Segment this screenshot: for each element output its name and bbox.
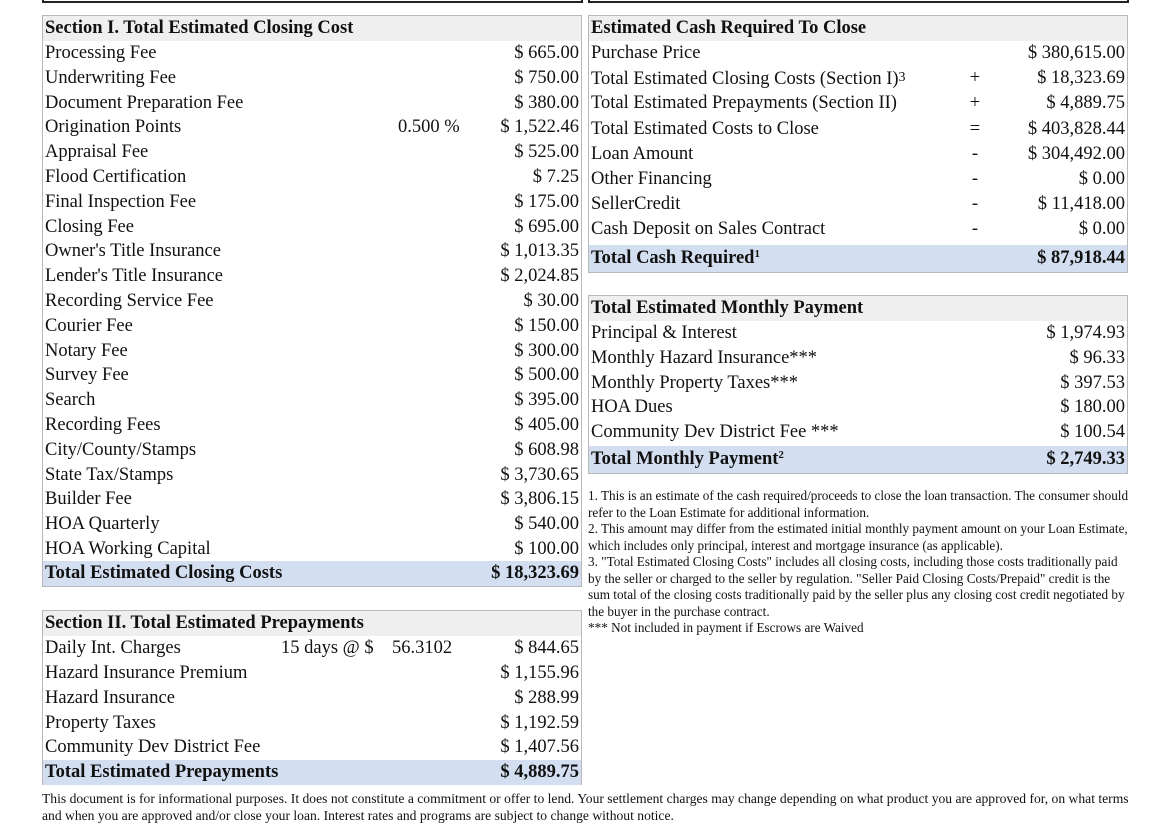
monthly-label: Community Dev District Fee *** xyxy=(591,422,839,443)
cash-total-footnote-ref: 1 xyxy=(754,248,760,260)
monthly-payment-table xyxy=(588,295,1128,474)
cash-label-text: Total Estimated Costs to Close xyxy=(591,118,819,139)
daily-interest-rate: 56.3102 xyxy=(392,638,453,658)
prepayment-amount: $ 1,192.59 xyxy=(500,712,579,733)
monthly-row xyxy=(589,420,1127,445)
cash-row xyxy=(589,192,1127,217)
closing-cost-row xyxy=(43,264,581,289)
section1-closing-cost-table xyxy=(42,15,582,587)
closing-cost-amount: $ 1,522.46 xyxy=(500,117,579,138)
cash-label xyxy=(591,91,897,116)
closing-cost-amount: $ 1,013.35 xyxy=(500,241,579,262)
monthly-row xyxy=(589,371,1127,396)
monthly-amount: $ 96.33 xyxy=(1069,347,1125,368)
closing-cost-row xyxy=(43,91,581,116)
prepayment-amount: $ 288.99 xyxy=(514,687,579,708)
cash-label xyxy=(591,217,825,242)
closing-cost-row xyxy=(43,388,581,413)
closing-cost-amount: $ 30.00 xyxy=(523,291,579,311)
closing-cost-label: Appraisal Fee xyxy=(45,142,149,163)
closing-cost-label: Flood Certification xyxy=(45,167,187,187)
section1-total-amount: $ 18,323.69 xyxy=(491,563,579,583)
prepayment-row xyxy=(43,661,581,686)
closing-cost-amount: $ 2,024.85 xyxy=(500,266,579,287)
cash-total-row xyxy=(589,245,1127,272)
previous-box-right-edge xyxy=(588,0,1129,3)
footnote-3: 3. "Total Estimated Closing Costs" includes all closing costs, including those costs traditionally paid by the seller or charged to the seller by regulation. "Seller Paid Closing Costs/Prepaid" credit is the sum total of the closing costs traditionally paid by the seller plus any closing cost credit negotiated by the buyer in the purchase contract. xyxy=(588,554,1125,619)
closing-cost-label: Courier Fee xyxy=(45,315,133,336)
section2-prepayments-table xyxy=(42,610,582,785)
monthly-header xyxy=(589,296,1127,321)
cash-label-text: Other Financing xyxy=(591,169,712,189)
prepayment-label: Hazard Insurance Premium xyxy=(45,663,248,683)
cash-label-text: Loan Amount xyxy=(591,143,694,164)
cash-amount: $ 0.00 xyxy=(1078,219,1125,240)
prepayment-amount: $ 1,407.56 xyxy=(500,737,579,758)
closing-cost-row xyxy=(43,140,581,165)
cash-row xyxy=(589,142,1127,167)
section2-header xyxy=(43,611,581,636)
monthly-row xyxy=(589,321,1127,346)
cash-label xyxy=(591,142,693,167)
footnote-2: 2. This amount may differ from the estimated initial monthly payment amount on your Loan Estimate, which includes only principal, interest and mortgage insurance (as applicable). xyxy=(588,521,1128,553)
closing-cost-row xyxy=(43,215,581,240)
closing-cost-amount: $ 500.00 xyxy=(514,365,579,386)
closing-cost-row xyxy=(43,41,581,66)
closing-cost-amount: $ 695.00 xyxy=(514,216,579,237)
cash-row xyxy=(589,217,1127,242)
closing-cost-label: Recording Service Fee xyxy=(45,291,214,311)
prepayment-label: Hazard Insurance xyxy=(45,687,175,708)
cash-row xyxy=(589,167,1127,192)
closing-cost-amount: $ 395.00 xyxy=(514,390,579,411)
closing-cost-label: HOA Quarterly xyxy=(45,514,160,535)
closing-cost-label: Origination Points xyxy=(45,117,182,138)
closing-cost-label: Closing Fee xyxy=(45,216,134,237)
section1-header xyxy=(43,16,581,41)
closing-cost-amount: $ 380.00 xyxy=(514,92,579,113)
cash-row xyxy=(589,117,1127,142)
closing-cost-row xyxy=(43,165,581,190)
cash-amount: $ 4,889.75 xyxy=(1046,93,1125,114)
cash-operator: - xyxy=(971,219,979,240)
closing-cost-row xyxy=(43,413,581,438)
monthly-label: Monthly Property Taxes*** xyxy=(591,372,798,393)
monthly-amount: $ 1,974.93 xyxy=(1046,323,1125,343)
closing-cost-label: Final Inspection Fee xyxy=(45,191,197,212)
prepayment-row xyxy=(43,711,581,736)
closing-cost-row xyxy=(43,239,581,264)
closing-cost-amount: $ 525.00 xyxy=(514,142,579,163)
prepayment-row xyxy=(43,686,581,711)
closing-cost-amount: $ 540.00 xyxy=(514,514,579,535)
previous-box-left-edge xyxy=(42,0,583,3)
closing-cost-amount: $ 175.00 xyxy=(514,191,579,212)
section2-total-amount: $ 4,889.75 xyxy=(500,762,579,782)
closing-cost-label: Builder Fee xyxy=(45,489,132,510)
cash-total-amount: $ 87,918.44 xyxy=(1037,248,1125,268)
section2-total-row xyxy=(43,760,581,785)
cash-amount: $ 18,323.69 xyxy=(1037,68,1125,89)
daily-interest-row xyxy=(43,636,581,661)
footnote-1: 1. This is an estimate of the cash required/proceeds to close the loan transaction. The consumer should refer to the Loan Estimate for additional information. xyxy=(588,488,1129,520)
closing-cost-label: Owner's Title Insurance xyxy=(45,241,221,262)
prepayment-amount: $ 1,155.96 xyxy=(500,663,579,683)
monthly-row xyxy=(589,346,1127,371)
daily-interest-amount: $ 844.65 xyxy=(514,638,579,658)
monthly-total-label-text: Total Monthly Payment xyxy=(591,449,779,469)
cash-label-text: SellerCredit xyxy=(591,194,681,215)
cash-title: Estimated Cash Required To Close xyxy=(591,18,867,38)
closing-cost-label: Processing Fee xyxy=(45,43,157,63)
closing-cost-row xyxy=(43,512,581,537)
closing-cost-label: Underwriting Fee xyxy=(45,67,177,88)
monthly-amount: $ 180.00 xyxy=(1060,397,1125,418)
closing-cost-row xyxy=(43,339,581,364)
section1-title: Section I. Total Estimated Closing Cost xyxy=(45,18,354,38)
monthly-label: HOA Dues xyxy=(591,397,673,418)
cash-total-label xyxy=(591,245,760,272)
monthly-amount: $ 100.54 xyxy=(1060,422,1125,443)
closing-cost-amount: $ 3,730.65 xyxy=(500,464,579,485)
cash-label xyxy=(591,41,700,66)
monthly-total-amount: $ 2,749.33 xyxy=(1046,449,1125,469)
closing-cost-label: Recording Fees xyxy=(45,415,161,435)
cash-amount: $ 304,492.00 xyxy=(1027,143,1125,164)
cash-label-text: Total Estimated Closing Costs (Section I) xyxy=(591,69,899,90)
closing-cost-label: Notary Fee xyxy=(45,340,128,361)
closing-cost-amount: $ 750.00 xyxy=(514,67,579,88)
closing-cost-label: Survey Fee xyxy=(45,365,129,386)
monthly-total-label xyxy=(591,446,784,473)
cash-label-text: Purchase Price xyxy=(591,43,701,63)
closing-cost-row xyxy=(43,463,581,488)
cash-label xyxy=(591,66,906,92)
closing-cost-row xyxy=(43,190,581,215)
closing-cost-row xyxy=(43,537,581,562)
closing-cost-amount: $ 100.00 xyxy=(514,539,579,559)
cash-operator: - xyxy=(971,169,979,189)
closing-cost-row xyxy=(43,487,581,512)
section2-title: Section II. Total Estimated Prepayments xyxy=(45,613,364,633)
cash-row xyxy=(589,66,1127,91)
cash-required-table xyxy=(588,15,1128,273)
monthly-label: Principal & Interest xyxy=(591,323,737,343)
cash-total-label-text: Total Cash Required xyxy=(591,248,755,268)
monthly-total-row xyxy=(589,446,1127,473)
closing-cost-amount: $ 608.98 xyxy=(514,439,579,460)
closing-cost-amount: $ 405.00 xyxy=(514,415,579,435)
daily-interest-label: Daily Int. Charges xyxy=(45,638,181,658)
closing-cost-amount: $ 7.25 xyxy=(532,167,579,187)
closing-cost-label: State Tax/Stamps xyxy=(45,464,174,485)
cash-label xyxy=(591,167,712,192)
cash-operator: = xyxy=(969,118,981,139)
closing-cost-label: HOA Working Capital xyxy=(45,539,211,559)
closing-cost-row xyxy=(43,363,581,388)
closing-cost-label: Lender's Title Insurance xyxy=(45,266,224,287)
closing-cost-amount: $ 3,806.15 xyxy=(500,489,579,510)
footnotes xyxy=(588,488,1133,637)
closing-cost-amount: $ 150.00 xyxy=(514,315,579,336)
cash-amount: $ 11,418.00 xyxy=(1037,194,1125,215)
prepayment-row xyxy=(43,735,581,760)
cash-operator: - xyxy=(971,194,979,215)
monthly-row xyxy=(589,395,1127,420)
monthly-title: Total Estimated Monthly Payment xyxy=(591,298,864,318)
cash-amount: $ 380,615.00 xyxy=(1027,43,1125,63)
cash-label xyxy=(591,117,819,142)
cash-amount: $ 0.00 xyxy=(1078,169,1125,189)
section1-total-label: Total Estimated Closing Costs xyxy=(45,563,283,583)
prepayment-label: Community Dev District Fee xyxy=(45,737,261,758)
closing-cost-label: Document Preparation Fee xyxy=(45,92,244,113)
cash-amount: $ 403,828.44 xyxy=(1027,118,1125,139)
closing-cost-row xyxy=(43,438,581,463)
closing-cost-row xyxy=(43,314,581,339)
section2-total-label: Total Estimated Prepayments xyxy=(45,762,279,782)
cash-footnote-ref: 3 xyxy=(898,70,906,86)
cash-row xyxy=(589,91,1127,116)
cash-label-text: Total Estimated Prepayments (Section II) xyxy=(591,93,897,114)
closing-cost-row xyxy=(43,66,581,91)
cash-header xyxy=(589,16,1127,41)
section1-total-row xyxy=(43,561,581,586)
closing-cost-row xyxy=(43,115,581,140)
monthly-amount: $ 397.53 xyxy=(1060,372,1125,393)
monthly-label: Monthly Hazard Insurance*** xyxy=(591,347,818,368)
monthly-total-footnote-ref: 2 xyxy=(778,449,784,461)
cash-label xyxy=(591,192,680,217)
daily-interest-days: 15 days @ $ xyxy=(281,638,374,658)
disclaimer: This document is for informational purposes. It does not constitute a commitment or offer to lend. Your settlement charges may change depending on what product you are approved for, on what terms and when you are approved and/or close your loan. Interest rates and programs are subject to change without notice. xyxy=(42,791,1129,823)
closing-cost-amount: $ 300.00 xyxy=(514,340,579,361)
closing-cost-label: Search xyxy=(45,390,96,411)
cash-operator: - xyxy=(971,143,979,164)
cash-row xyxy=(589,41,1127,66)
closing-cost-rate: 0.500 % xyxy=(398,117,460,138)
closing-cost-label: City/County/Stamps xyxy=(45,439,197,460)
footnote-escrow: *** Not included in payment if Escrows are Waived xyxy=(588,620,864,635)
cash-operator: + xyxy=(969,68,981,89)
closing-cost-amount: $ 665.00 xyxy=(514,43,579,63)
prepayment-label: Property Taxes xyxy=(45,712,156,733)
cash-operator: + xyxy=(969,93,981,114)
cash-label-text: Cash Deposit on Sales Contract xyxy=(591,219,826,240)
closing-cost-row xyxy=(43,289,581,314)
